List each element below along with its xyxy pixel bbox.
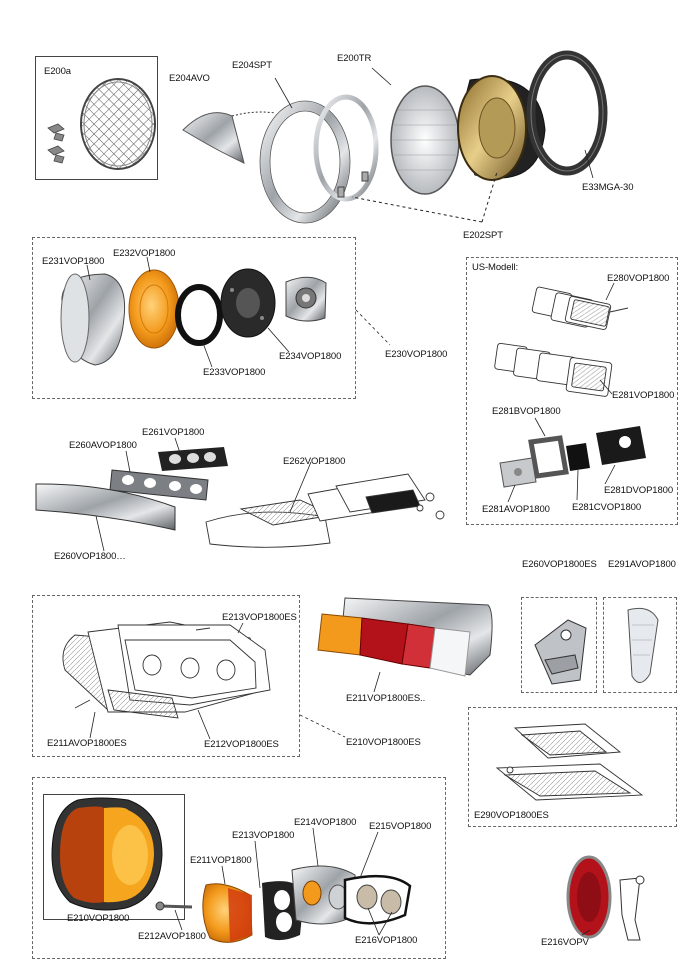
label-E281AVOP1800: E281AVOP1800 — [482, 504, 550, 515]
chrome-bezel — [61, 274, 125, 365]
label-E211VOP1800: E211VOP1800 — [190, 855, 252, 866]
label-E232VOP1800: E232VOP1800 — [113, 248, 176, 259]
bulb-holder — [286, 277, 326, 321]
label-E213VOP1800ES: E213VOP1800ES — [222, 612, 297, 623]
plate-light-drawing — [497, 724, 642, 800]
label-E281CVOP1800: E281CVOP1800 — [572, 502, 642, 513]
tail-lamp-photo — [318, 598, 492, 692]
label-E216VOPV: E216VOPV — [541, 937, 589, 948]
label-E260AVOP1800: E260AVOP1800 — [69, 440, 137, 451]
rear-lamp-photo — [52, 798, 162, 910]
label-E210VOP1800: E210VOP1800 — [67, 913, 130, 924]
us-marker-assembly-1 — [532, 287, 628, 331]
label-E200TR: E200TR — [337, 53, 372, 64]
label-E33MGA-30: E33MGA-30 — [582, 182, 634, 193]
label-E213VOP1800: E213VOP1800 — [232, 830, 295, 841]
label-E202SPT: E202SPT — [463, 230, 503, 241]
label-E290VOP1800ES: E290VOP1800ES — [474, 810, 549, 821]
tail-lamp-line-drawing — [63, 622, 270, 718]
label-E211VOP1800ES: E211VOP1800ES.. — [346, 693, 426, 704]
lamp-base — [221, 269, 275, 337]
rear-lamp-lens — [203, 884, 252, 943]
label-E280VOP1800: E280VOP1800 — [607, 273, 670, 284]
label-E212AVOP1800: E212AVOP1800 — [138, 931, 206, 942]
headlamp-visor — [183, 113, 244, 163]
label-E204SPT: E204SPT — [232, 60, 272, 71]
label-E211AVOP1800ES: E211AVOP1800ES — [47, 738, 127, 749]
plate-bracket — [535, 620, 586, 684]
side-marker-lens — [628, 608, 658, 682]
mounting-screw — [160, 906, 192, 907]
reflector-with-bracket — [568, 857, 644, 940]
headlamp-rim — [260, 101, 350, 223]
plate-lamp-exploded-drawing — [206, 474, 444, 547]
label-E210VOP1800ES: E210VOP1800ES — [346, 737, 421, 748]
label-E233VOP1800: E233VOP1800 — [203, 367, 266, 378]
plate-lamp-gasket-1 — [158, 447, 228, 471]
lens-gasket — [178, 287, 220, 343]
label-E212VOP1800ES: E212VOP1800ES — [204, 739, 279, 750]
label-E214VOP1800: E214VOP1800 — [294, 817, 357, 828]
stoneguard-mesh — [81, 79, 155, 169]
us-marker-assembly-2 — [494, 343, 612, 397]
label-E281VOP1800: E281VOP1800 — [612, 390, 675, 401]
amber-lens — [129, 270, 179, 348]
label-E261VOP1800: E261VOP1800 — [142, 427, 205, 438]
us-model-heading: US-Modell: — [472, 262, 518, 273]
label-E216VOP1800: E216VOP1800 — [355, 935, 418, 946]
label-E291AVOP1800: E291AVOP1800 — [608, 559, 676, 570]
label-E281BVOP1800: E281BVOP1800 — [492, 406, 561, 417]
stoneguard-clips — [48, 124, 64, 163]
label-E204AVO: E204AVO — [169, 73, 210, 84]
label-E231VOP1800: E231VOP1800 — [42, 256, 105, 267]
rear-lamp-seal — [345, 876, 410, 923]
label-E215VOP1800: E215VOP1800 — [369, 821, 432, 832]
label-E234VOP1800: E234VOP1800 — [279, 351, 342, 362]
label-E260VOP1800: E260VOP1800… — [54, 551, 126, 562]
sealed-beam-unit — [391, 86, 459, 194]
label-E262VOP1800: E262VOP1800 — [283, 456, 346, 467]
label-E281DVOP1800: E281DVOP1800 — [604, 485, 674, 496]
us-reflector-parts — [500, 426, 646, 487]
label-E230VOP1800: E230VOP1800 — [385, 349, 448, 360]
label-E260VOP1800ES: E260VOP1800ES — [522, 559, 597, 570]
label-E200a: E200a — [44, 66, 71, 77]
